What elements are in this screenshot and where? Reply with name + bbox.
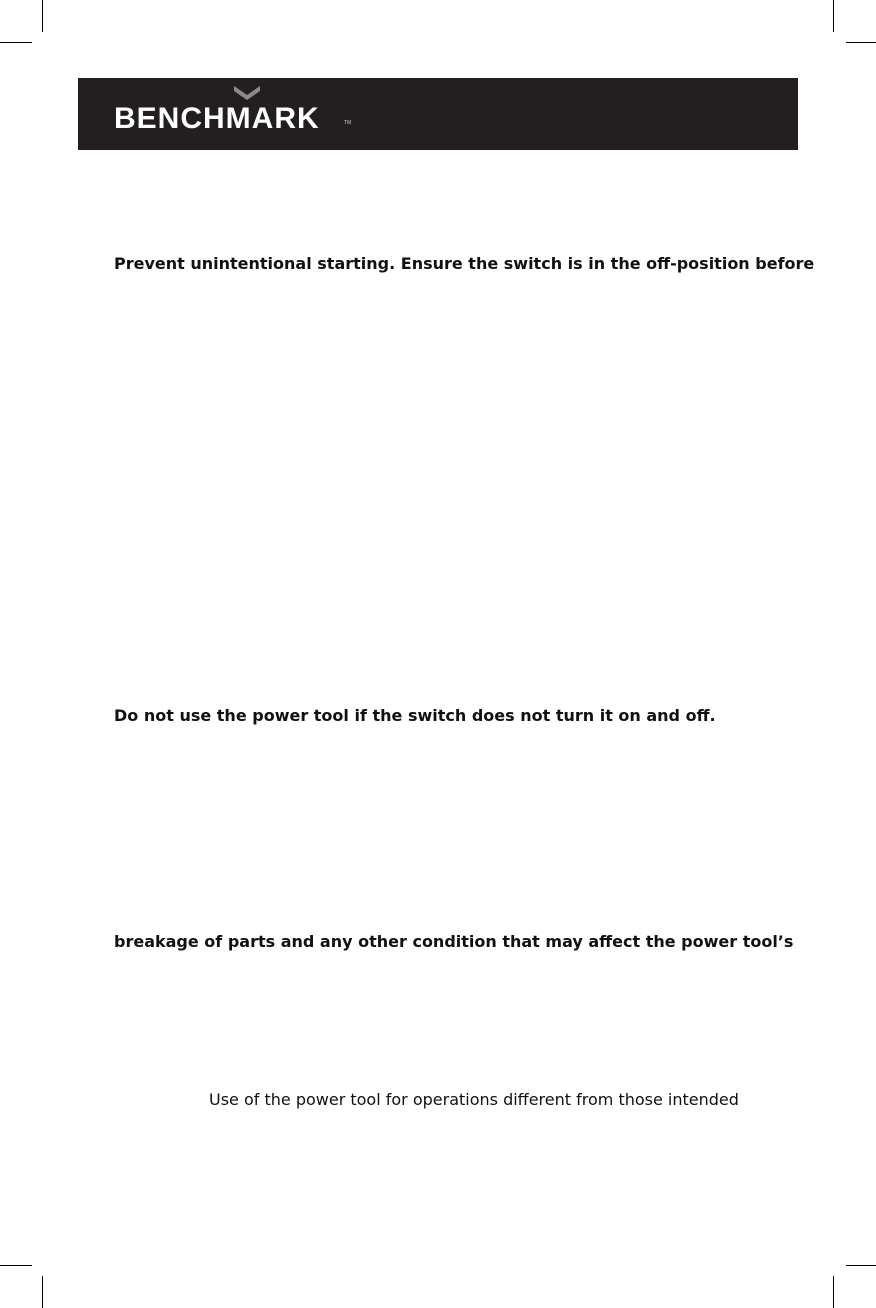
crop-mark-top-left-v <box>42 0 43 32</box>
crop-mark-top-left-h <box>0 42 32 43</box>
header-band <box>78 78 798 150</box>
crop-mark-top-right-v <box>833 0 834 32</box>
brand-name: BENCHMARK <box>114 102 320 135</box>
crop-mark-bottom-right-v <box>833 1276 834 1308</box>
brand-logo <box>114 90 354 134</box>
warning-line-switch: Do not use the power tool if the switch does not turn it on and off. <box>114 706 716 725</box>
crop-mark-bottom-right-h <box>846 1265 876 1266</box>
crop-mark-bottom-left-h <box>0 1265 32 1266</box>
warning-line-unintentional-start: Prevent unintentional starting. Ensure the switch is in the off-position before <box>114 254 815 273</box>
warning-line-breakage: breakage of parts and any other condition that may affect the power tool’s <box>114 932 794 951</box>
trademark-mark: TM <box>344 120 352 126</box>
text-line-operations: Use of the power tool for operations different from those intended <box>209 1090 739 1109</box>
crop-mark-top-right-h <box>846 42 876 43</box>
crop-mark-bottom-left-v <box>42 1276 43 1308</box>
